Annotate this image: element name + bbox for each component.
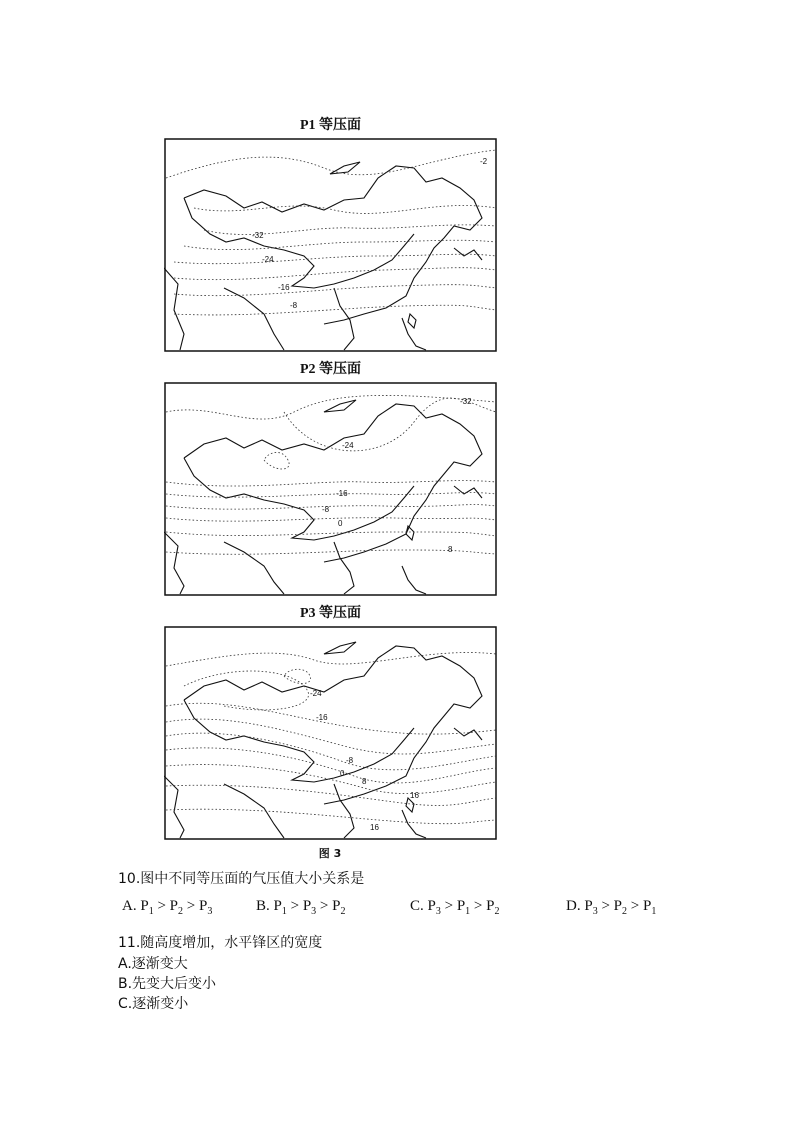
contour-label: -24: [310, 689, 322, 698]
contour-label: -16: [316, 713, 328, 722]
contour-label: 0: [338, 519, 343, 528]
map-title-p2: P2 等压面: [299, 362, 362, 377]
contour-label: -8: [322, 505, 330, 514]
contour-label: -8: [290, 301, 298, 310]
contour-label: -24: [262, 255, 274, 264]
contour-label: -16: [336, 489, 348, 498]
contour-label: -32: [460, 397, 472, 406]
q11-option-a: A.逐渐变大: [118, 956, 188, 972]
contour-label: 16: [410, 791, 419, 800]
map-p3: [164, 626, 497, 840]
question-11-stem: 11.随高度增加，水平锋区的宽度: [118, 935, 323, 951]
contour-label: 0: [340, 769, 345, 778]
contour-label: 8: [448, 545, 453, 554]
contour-label: -16: [278, 283, 290, 292]
contour-label: -8: [346, 756, 354, 765]
q10-option-b: B. $P_1 > P_3 > P_2$: [256, 898, 346, 917]
figure-caption: 图 3: [318, 847, 342, 860]
map-title-p1: P1 等压面: [299, 118, 362, 133]
q10-option-a: A. $P_1 > P_2 > P_3$: [122, 898, 213, 917]
q11-option-b: B.先变大后变小: [118, 976, 217, 992]
contour-label: 8: [362, 777, 367, 786]
contour-label: -2: [480, 157, 488, 166]
q11-option-c: C.逐渐变小: [118, 996, 189, 1012]
q10-option-d: D. $P_3 > P_2 > P_1$: [566, 898, 657, 917]
contour-label: 16: [370, 823, 379, 832]
contour-label: -32: [252, 231, 264, 240]
map-title-p3: P3 等压面: [299, 606, 362, 621]
map-p2: [164, 382, 497, 596]
contour-label: -24: [342, 441, 354, 450]
q10-option-c: C. $P_3 > P_1 > P_2$: [410, 898, 500, 917]
question-10-stem: 10.图中不同等压面的气压值大小关系是: [118, 871, 365, 887]
map-p1: [164, 138, 497, 352]
